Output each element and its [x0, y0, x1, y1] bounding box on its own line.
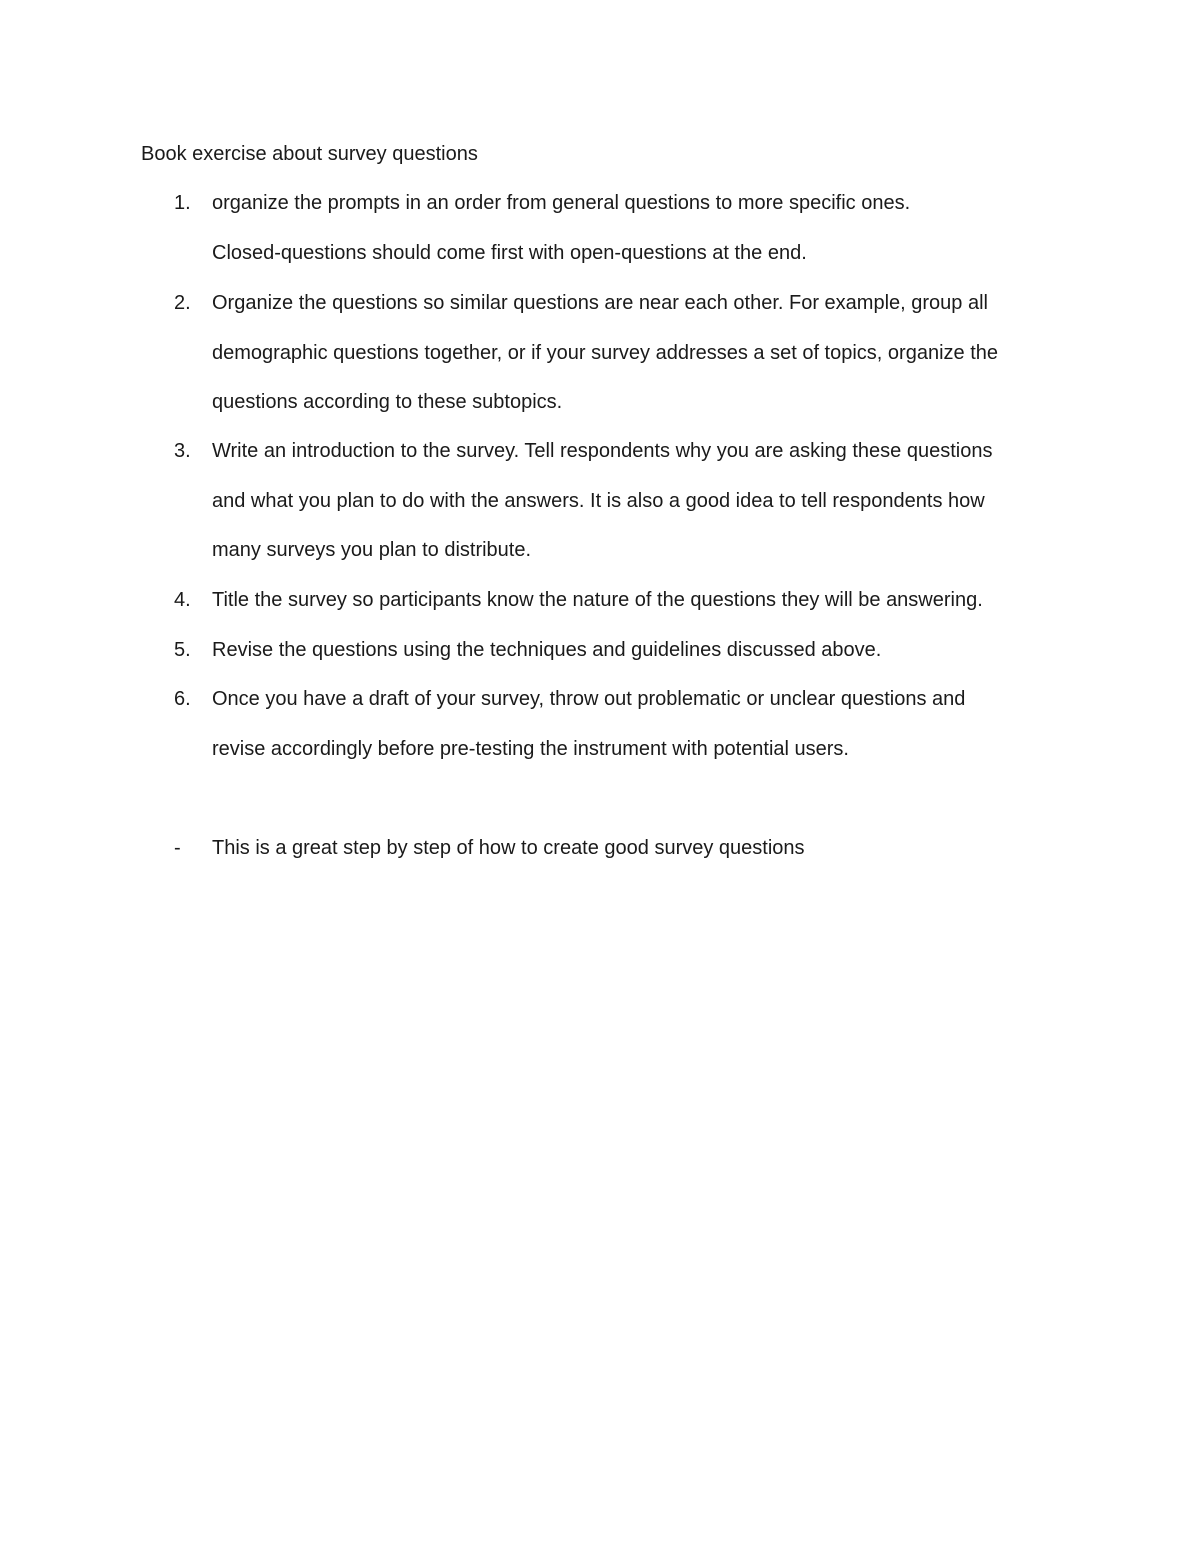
list-number: 1.	[174, 192, 191, 214]
list-item-line: questions according to these subtopics.	[212, 391, 563, 413]
list-item-line: Closed-questions should come first with open-questions at the end.	[212, 242, 807, 264]
note-text: This is a great step by step of how to create good survey questions	[212, 837, 805, 859]
list-item-line: many surveys you plan to distribute.	[212, 539, 532, 561]
document-title: Book exercise about survey questions	[141, 143, 478, 165]
list-item-line: Write an introduction to the survey. Tell respondents why you are asking these questions	[212, 440, 993, 462]
list-item-line: Title the survey so participants know the nature of the questions they will be answering.	[212, 589, 983, 611]
list-item-line: Once you have a draft of your survey, throw out problematic or unclear questions and	[212, 688, 966, 710]
list-number: 2.	[174, 292, 191, 314]
list-item-line: and what you plan to do with the answers. It is also a good idea to tell respondents how	[212, 490, 985, 512]
list-item-line: Revise the questions using the techniques and guidelines discussed above.	[212, 639, 882, 661]
list-item-line: demographic questions together, or if your survey addresses a set of topics, organize the	[212, 342, 998, 364]
list-item-line: Organize the questions so similar questions are near each other. For example, group all	[212, 292, 988, 314]
list-number: 3.	[174, 440, 191, 462]
list-number: 4.	[174, 589, 191, 611]
list-number: 5.	[174, 639, 191, 661]
list-item-line: organize the prompts in an order from general questions to more specific ones.	[212, 192, 911, 214]
list-number: 6.	[174, 688, 191, 710]
bullet-dash: -	[174, 837, 181, 859]
list-item-line: revise accordingly before pre-testing the instrument with potential users.	[212, 738, 849, 760]
